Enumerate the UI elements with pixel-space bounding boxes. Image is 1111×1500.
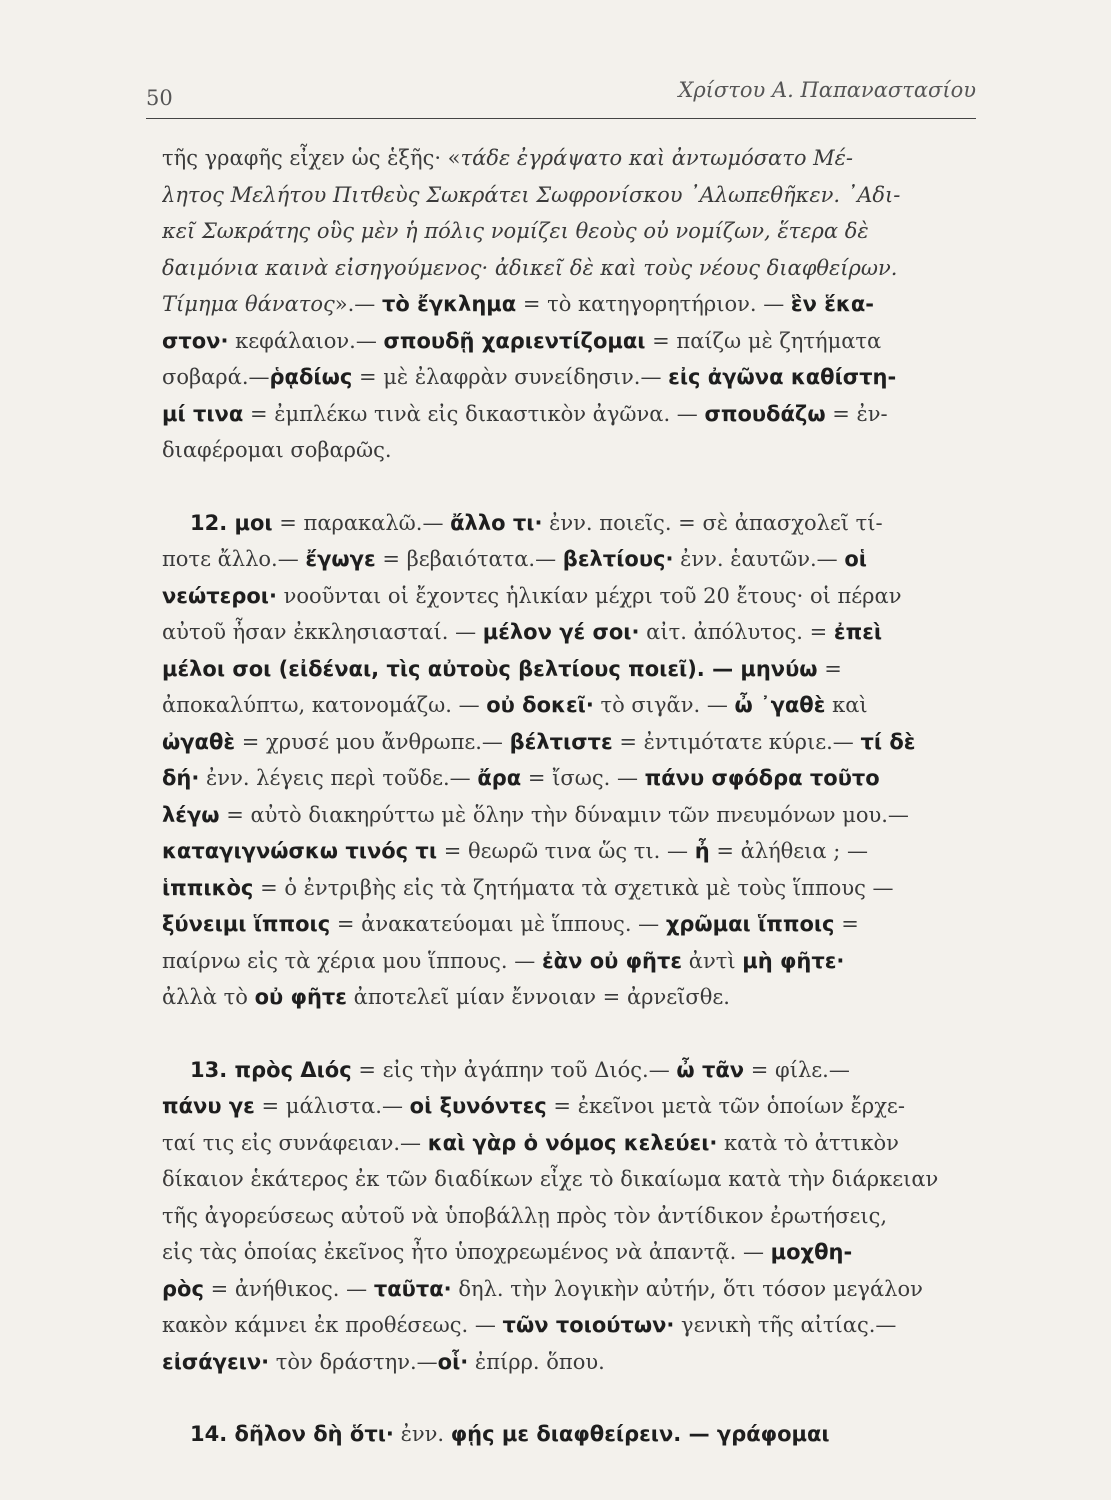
gloss-text: = ἐν- [825,401,888,426]
lemma-term: ἄλλο τι· [450,510,543,535]
gloss-text: = παρακαλῶ.— [272,510,451,535]
lemma-term: σπουδάζω [704,401,826,426]
gloss-text: = εἰς τὴν ἀγάπην τοῦ Διός.— [351,1057,677,1082]
gloss-text: ἀποκαλύπτω, κατονομάζω. — [162,693,487,717]
gloss-text: ποτε ἄλλο.— [162,547,306,571]
text-line [162,1198,976,1235]
gloss-text: λητος Μελήτου Πιτθεὺς Σωκράτει Σωφρονίσκου ᾿Αλωπεθῆκεν. ᾿Αδι- [162,182,901,207]
lemma-term: πάνυ σφόδρα τοῦτο [644,766,880,790]
gloss-text: = ἴσως. — [521,766,645,790]
gloss-text: δηλ. τὴν λογικὴν αὐτήν, ὅτι τόσον μεγάλον [451,1276,923,1301]
text-line [162,1234,976,1271]
text-line [162,797,976,834]
lemma-term: τὸ ἔγκλημα [381,292,517,316]
lemma-term: χρῶμαι ἵπποις [665,912,835,936]
gloss-text: τὸ σιγᾶν. — [593,693,735,717]
gloss-text: δαιμόνια καινὰ εἰσηγούμενος· ἀδικεῖ δὲ καὶ τοὺς νέους διαφθείρων. [162,255,898,280]
text-line [162,906,976,943]
lemma-term: ξύνειμι ἵπποις [162,912,331,936]
text-line [162,943,976,980]
page-number: 50 [146,86,173,110]
text-line [162,979,976,1016]
lemma-term: εἰς ἀγῶνα καθίστη- [668,365,897,389]
gloss-text: αἰτ. ἀπόλυτος. = [639,620,834,644]
gloss-text: κατὰ τὸ ἀττικὸν [717,1130,899,1155]
gloss-text: αὐτοῦ ἦσαν ἐκκλησιασταί. — [162,620,483,644]
text-line [162,1125,976,1162]
lemma-term: σπουδῇ χαριεντίζομαι [383,328,646,353]
gloss-text: ἐνν. ποιεῖς. = σὲ ἀπασχολεῖ τί- [542,510,883,535]
gloss-text: = χρυσέ μου ἄνθρωπε.— [235,729,510,754]
text-line [162,432,976,469]
text-line [162,359,976,396]
lemma-term: οἱ ξυνόντες [409,1094,547,1118]
text-line [162,833,976,870]
gloss-text: κακὸν κάμνει ἐκ προθέσεως. — [162,1313,503,1337]
text-line [162,1416,976,1453]
text-line [162,140,976,177]
gloss-text: τῆς ἀγορεύσεως αὐτοῦ νὰ ὑποβάλλῃ πρὸς τὸν ἀντίδικον ἐρωτήσεις, [162,1203,888,1228]
text-line [162,1052,976,1089]
text-line [162,286,976,323]
gloss-text: = παίζω μὲ ζητήματα [645,328,882,353]
gloss-text: = ἀλήθεια ; — [709,839,869,863]
lemma-term: πάνυ γε [162,1094,255,1118]
lemma-term: 12. μοι [190,510,273,535]
gloss-text: δίκαιον ἑκάτερος ἐκ τῶν διαδίκων εἶχε τὸ δικαίωμα κατὰ τὴν διάρκειαν [162,1167,939,1191]
header-rule [146,118,976,119]
gloss-text: = μάλιστα.— [254,1094,410,1118]
gloss-text: ἀντὶ [682,948,743,973]
gloss-text: Τίμημα θάνατος [162,292,335,316]
gloss-text: = ἀνήθικος. — [203,1276,374,1301]
text-line [162,1344,976,1381]
gloss-text: τάδε ἐγράψατο καὶ ἀντωμόσατο Μέ- [460,146,854,170]
gloss-text: εἰς τὰς ὁποίας ἐκεῖνος ἦτο ὑποχρεωμένος νὰ ἀπαντᾷ. — [162,1240,771,1264]
lemma-term: λέγω [162,802,220,827]
lemma-term: 13. πρὸς Διός [190,1057,352,1082]
gloss-text: ».— [334,292,382,316]
lemma-term: τί δὲ [860,729,916,754]
lemma-term: ἦ [694,839,710,863]
text-line [162,1088,976,1125]
lemma-term: τῶν τοιούτων· [502,1313,675,1337]
gloss-text: ἐπίρρ. ὅπου. [468,1349,605,1374]
text-line [162,1161,976,1198]
gloss-text: ἀποτελεῖ μίαν ἔννοιαν = ἀρνεῖσθε. [346,985,730,1009]
gloss-text: νοοῦνται οἱ ἔχοντες ἡλικίαν μέχρι τοῦ 20 ἔτους· οἱ πέραν [276,583,902,608]
gloss-text: = βεβαιότατα.— [375,547,563,571]
text-line [162,687,976,724]
gloss-text: = ἀνακατεύομαι μὲ ἵππους. — [330,912,666,936]
gloss-text: τῆς γραφῆς εἶχεν ὡς ἑξῆς· « [162,146,461,170]
gloss-text: = φίλε.— [744,1057,850,1082]
text-line [162,651,976,688]
lemma-term: νεώτεροι· [162,583,277,608]
gloss-text: κεῖ Σωκράτης οὓς μὲν ἡ πόλις νομίζει θεοὺς οὐ νομίζων, ἕτερα δὲ [162,219,869,243]
lemma-term: δή· [162,766,200,790]
lemma-term: ἐὰν οὐ φῆτε [541,948,683,973]
gloss-text: = ὁ ἐντριβὴς εἰς τὰ ζητήματα τὰ σχετικὰ μὲ τοὺς ἵππους — [253,875,894,900]
lemma-term: ὠγαθὲ [162,729,236,754]
paragraph-gap [162,469,976,505]
text-line [162,541,976,578]
page-header [146,74,976,114]
gloss-text: γενικὴ τῆς αἰτίας.— [674,1313,897,1337]
lemma-term: μέλοι σοι (εἰδέναι, τὶς αὐτοὺς βελτίους ποιεῖ). — μηνύω [162,656,818,681]
gloss-text: = ἐντιμότατε κύριε.— [612,729,861,754]
lemma-term: ἐπεὶ [833,620,883,644]
lemma-term: φῄς με διαφθείρειν. — γράφομαι [450,1422,830,1446]
text-line [162,724,976,761]
gloss-text: καὶ [825,693,868,717]
gloss-text: ἐνν. [393,1422,451,1446]
lemma-term: 14. δῆλον δὴ ὅτι· [190,1422,394,1446]
gloss-text: ταί τις εἰς συνάφειαν.— [162,1130,428,1155]
gloss-text: = [817,656,842,681]
text-line [162,323,976,360]
lemma-term: ἱππικὸς [162,875,254,900]
text-line [162,614,976,651]
paragraph-gap [162,1016,976,1052]
lemma-term: οὐ φῆτε [254,985,347,1009]
lemma-term: οἷ· [437,1349,469,1374]
text-line [162,760,976,797]
text-line [162,250,976,287]
gloss-text: = μὲ ἐλαφρὰν συνείδησιν.— [352,365,669,389]
lemma-term: ῥᾳδίως [269,365,353,389]
gloss-text: κεφάλαιον.— [228,328,384,353]
paragraph-gap [162,1380,976,1416]
lemma-term: βέλτιστε [509,729,613,754]
gloss-text: ἀλλὰ τὸ [162,985,255,1009]
lemma-term: καὶ γὰρ ὁ νόμος κελεύει· [427,1130,718,1155]
gloss-text: ἐνν. λέγεις περὶ τοῦδε.— [199,766,478,790]
gloss-text: = αὐτὸ διακηρύττω μὲ ὅλην τὴν δύναμιν τῶν πνευμόνων μου.— [219,802,909,827]
lemma-term: στον· [162,328,229,353]
gloss-text: σοβαρά.— [162,365,270,389]
lemma-term: μέλον γέ σοι· [482,620,640,644]
lemma-term: μὴ φῆτε· [742,948,845,973]
commentary-text [162,140,976,1453]
text-line [162,1307,976,1344]
text-line [162,396,976,433]
lemma-term: ὦ τᾶν [676,1057,745,1082]
lemma-term: βελτίους· [562,547,674,571]
gloss-text: = ἐμπλέκω τινὰ εἰς δικαστικὸν ἀγῶνα. — [243,401,705,426]
lemma-term: καταγιγνώσκω τινός τι [162,839,438,863]
text-line [162,213,976,250]
text-line [162,870,976,907]
lemma-term: ταῦτα· [373,1276,452,1301]
lemma-term: μί τινα [162,401,244,426]
lemma-term: οὐ δοκεῖ· [486,693,594,717]
lemma-term: οἱ [844,547,867,571]
lemma-term: ἔγωγε [305,547,376,571]
gloss-text: διαφέρομαι σοβαρῶς. [162,438,392,462]
lemma-term: ἄρα [477,766,522,790]
gloss-text: ἐνν. ἑαυτῶν.— [673,547,845,571]
gloss-text: = θεωρῶ τινα ὥς τι. — [437,839,695,863]
lemma-term: ὦ ᾿γαθὲ [734,693,826,717]
lemma-term: μοχθη- [770,1240,853,1264]
running-title: Χρίστου Α. Παπαναστασίου [678,78,976,102]
lemma-term: εἰσάγειν· [162,1349,270,1374]
text-line [162,177,976,214]
gloss-text: παίρνω εἰς τὰ χέρια μου ἵππους. — [162,948,542,973]
gloss-text: = ἐκεῖνοι μετὰ τῶν ὁποίων ἔρχε- [546,1094,905,1118]
text-line [162,1271,976,1308]
gloss-text: τὸν δράστην.— [269,1349,438,1374]
text-line [162,505,976,542]
gloss-text: = τὸ κατηγορητήριον. — [516,292,791,316]
gloss-text: = [834,912,859,936]
text-line [162,578,976,615]
lemma-term: ρὸς [162,1276,204,1301]
lemma-term: ἓν ἕκα- [790,292,874,316]
